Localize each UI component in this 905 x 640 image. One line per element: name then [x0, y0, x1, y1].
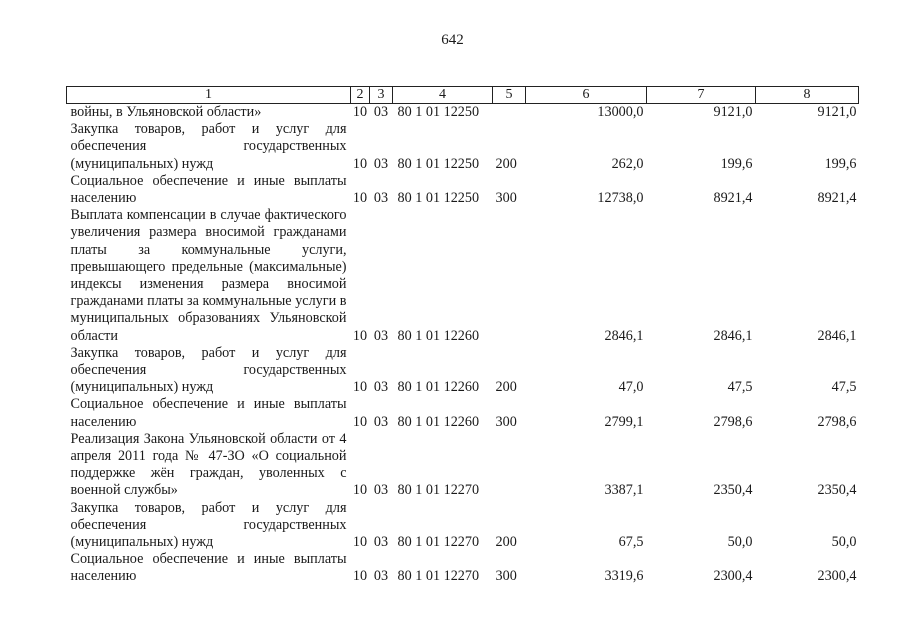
row-value-col-7: 2300,4	[713, 568, 753, 585]
row-target-article: 80 1 01 12270	[397, 482, 480, 499]
row-value-col-8: 2300,4	[817, 568, 857, 585]
row-name: Социальное обеспечение и иные выплаты населению	[70, 396, 347, 430]
header-col-7: 7	[647, 87, 756, 104]
row-name: Реализация Закона Ульяновской области от 4 апреля 2011 года № 47-ЗО «О социальной поддержке жён граждан, уволенных с военной службы»	[70, 430, 347, 499]
header-col-2: 2	[351, 87, 370, 104]
row-value-col-6: 3319,6	[604, 568, 644, 585]
table-body	[67, 104, 859, 586]
row-value-col-8: 2846,1	[817, 327, 857, 344]
row-subsection-code: 03	[373, 104, 389, 120]
table-row	[67, 500, 859, 552]
table-row	[67, 104, 859, 122]
row-value-col-6: 67,5	[618, 534, 644, 551]
table-row	[67, 173, 859, 207]
row-value-col-8: 50,0	[831, 534, 857, 551]
row-expense-type	[493, 207, 526, 345]
table-row	[67, 551, 859, 585]
header-col-8: 8	[756, 87, 859, 104]
row-expense-type: 300	[495, 413, 517, 430]
header-row	[67, 87, 859, 104]
row-expense-type: 300	[495, 190, 517, 207]
row-subsection-code: 03	[373, 482, 389, 499]
row-expense-type	[493, 104, 526, 122]
row-section-code: 10	[352, 379, 368, 396]
row-value-col-7: 199,6	[720, 155, 753, 172]
row-value-col-7: 8921,4	[713, 190, 753, 207]
row-target-article: 80 1 01 12250	[397, 104, 480, 120]
row-name: Социальное обеспечение и иные выплаты населению	[70, 172, 347, 207]
row-value-col-7: 2350,4	[713, 482, 753, 499]
row-value-col-7: 2798,6	[713, 413, 753, 430]
row-expense-type: 200	[495, 155, 517, 172]
row-subsection-code: 03	[373, 190, 389, 207]
row-section-code: 10	[352, 413, 368, 430]
row-name: Закупка товаров, работ и услуг для обеспечения государственных (муниципальных) нужд	[70, 121, 347, 172]
row-value-col-6: 47,0	[618, 379, 644, 396]
row-value-col-6: 3387,1	[604, 482, 644, 499]
row-subsection-code: 03	[373, 327, 389, 344]
row-section-code: 10	[352, 534, 368, 551]
table-row	[67, 431, 859, 500]
row-target-article: 80 1 01 12270	[397, 568, 480, 585]
row-target-article: 80 1 01 12260	[397, 327, 480, 344]
row-section-code: 10	[352, 155, 368, 172]
row-value-col-6: 262,0	[611, 155, 644, 172]
row-section-code: 10	[352, 104, 368, 120]
row-section-code: 10	[352, 327, 368, 344]
row-value-col-8: 9121,0	[817, 104, 857, 120]
row-subsection-code: 03	[373, 568, 389, 585]
row-target-article: 80 1 01 12250	[397, 155, 480, 172]
row-subsection-code: 03	[373, 155, 389, 172]
row-target-article: 80 1 01 12250	[397, 190, 480, 207]
row-value-col-8: 199,6	[824, 155, 857, 172]
header-col-3: 3	[370, 87, 393, 104]
table-row	[67, 207, 859, 345]
row-section-code: 10	[352, 568, 368, 585]
row-name: войны, в Ульяновской области»	[70, 104, 262, 120]
header-col-4: 4	[393, 87, 493, 104]
header-col-5: 5	[493, 87, 526, 104]
budget-table-container	[66, 86, 858, 586]
row-target-article: 80 1 01 12260	[397, 413, 480, 430]
table-row	[67, 121, 859, 173]
row-subsection-code: 03	[373, 413, 389, 430]
row-value-col-7: 50,0	[727, 534, 753, 551]
header-col-6: 6	[526, 87, 647, 104]
row-value-col-6: 2846,1	[604, 327, 644, 344]
row-value-col-8: 47,5	[831, 379, 857, 396]
row-value-col-7: 9121,0	[713, 104, 753, 120]
row-value-col-7: 47,5	[727, 379, 753, 396]
row-value-col-8: 8921,4	[817, 190, 857, 207]
row-value-col-8: 2798,6	[817, 413, 857, 430]
table-header	[67, 87, 859, 104]
row-subsection-code: 03	[373, 534, 389, 551]
row-section-code: 10	[352, 482, 368, 499]
row-value-col-8: 2350,4	[817, 482, 857, 499]
row-name: Закупка товаров, работ и услуг для обеспечения государственных (муниципальных) нужд	[70, 344, 347, 396]
row-name: Выплата компенсации в случае фактического увеличения размера вносимой гражданами платы за коммунальные услуги, превышающего предельные (максимальные) индексы изменения размера вносимой гражданами платы за коммунальные услуги в муниципальных образованиях Ульяновской области	[70, 207, 347, 344]
row-name: Социальное обеспечение и иные выплаты населению	[70, 551, 347, 585]
row-value-col-6: 13000,0	[597, 104, 644, 120]
row-expense-type: 200	[495, 534, 517, 551]
row-target-article: 80 1 01 12260	[397, 379, 480, 396]
row-value-col-7: 2846,1	[713, 327, 753, 344]
table-row	[67, 396, 859, 430]
row-expense-type	[493, 431, 526, 500]
budget-table	[66, 86, 859, 586]
table-row	[67, 345, 859, 397]
row-value-col-6: 12738,0	[597, 190, 644, 207]
row-expense-type: 200	[495, 379, 517, 396]
row-name: Закупка товаров, работ и услуг для обеспечения государственных (муниципальных) нужд	[70, 499, 347, 551]
header-col-1: 1	[67, 87, 351, 104]
row-value-col-6: 2799,1	[604, 413, 644, 430]
row-section-code: 10	[352, 190, 368, 207]
row-target-article: 80 1 01 12270	[397, 534, 480, 551]
row-subsection-code: 03	[373, 379, 389, 396]
row-expense-type: 300	[495, 568, 517, 585]
page-number: 642	[441, 32, 464, 48]
